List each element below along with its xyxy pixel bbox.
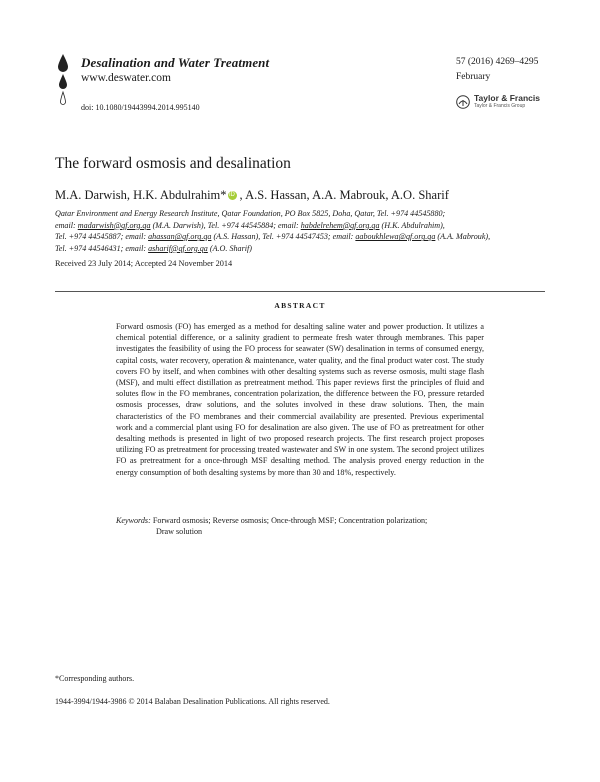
affiliation-block [55, 208, 545, 254]
publisher-group: Taylor & Francis Group [474, 103, 526, 109]
author-list [55, 188, 449, 203]
received-dates: Received 23 July 2014; Accepted 24 November 2014 [55, 259, 233, 268]
affiliation-institute: Qatar Environment and Energy Research Institute, Qatar Foundation, PO Box 5825, Doha, Qatar, Tel. +974 44545880; [55, 209, 446, 218]
email-link-darwish[interactable]: madarwish@qf.org.qa [77, 220, 151, 230]
volume-pages: 57 (2016) 4269–4295 [456, 57, 539, 67]
issue-month: February [456, 72, 491, 82]
orcid-icon[interactable]: iD [229, 192, 235, 198]
email-owner-darwish: (M.A. Darwish), Tel. +974 44545884; [152, 220, 276, 230]
email-label: email: [332, 232, 354, 242]
journal-logo-icon [55, 52, 71, 112]
doi-link[interactable]: doi: 10.1080/19443994.2014.995140 [81, 103, 200, 112]
email-owner-mabrouk: (A.A. Mabrouk), [437, 232, 491, 242]
tel-hassan: Tel. +974 44545887; [55, 232, 124, 242]
journal-title: Desalination and Water Treatment [81, 55, 270, 70]
section-divider [55, 291, 545, 292]
email-owner-abdulrahim: (H.K. Abdulrahim), [381, 220, 445, 230]
authors-part-2: , A.S. Hassan, A.A. Mabrouk, A.O. Sharif [239, 188, 449, 202]
publisher-logo-icon [456, 95, 470, 109]
email-link-sharif[interactable]: asharif@qf.org.qa [148, 243, 208, 253]
email-label: email: [55, 220, 76, 230]
email-link-hassan[interactable]: ahassan@qf.org.qa [148, 232, 212, 242]
tel-sharif: Tel. +974 44546431; [55, 243, 124, 253]
keywords [116, 515, 496, 537]
email-label: email: [278, 220, 299, 230]
abstract-heading: ABSTRACT [274, 301, 326, 310]
email-link-mabrouk[interactable]: aaboukhlewa@qf.org.qa [355, 232, 436, 242]
email-label: email: [125, 243, 147, 253]
email-link-abdulrahim[interactable]: habdelrehem@qf.org.qa [300, 220, 380, 230]
corresponding-footnote: *Corresponding authors. [55, 674, 135, 683]
email-owner-sharif: (A.O. Sharif) [209, 243, 252, 253]
paper-title: The forward osmosis and desalination [55, 155, 291, 172]
keywords-label: Keywords: [116, 516, 151, 525]
publisher-logo [456, 94, 540, 110]
journal-url-link[interactable]: www.deswater.com [81, 72, 171, 84]
keywords-line-1: Forward osmosis; Reverse osmosis; Once-through MSF; Concentration polarization; [152, 516, 428, 525]
publisher-name: Taylor & Francis [474, 93, 540, 103]
keywords-line-2: Draw solution [156, 527, 203, 537]
abstract-body: Forward osmosis (FO) has emerged as a method for desalting saline water and power production. It utilizes a chemical potential difference, or a salinity gradient to permeate fresh water through membranes. This paper investigates the feasibility of using the FO process for seawater (SW) desalination in terms of consumed energy, capital costs, water recovery, operation & maintenance, water quality, and the final product water cost. The study covers FO by itself, and when combines with other desalting systems such as reverse osmosis, multi stage flash (MSF), and multi effect distillation as pretreatment method. This paper reviews first the principles of fluid and solutes flow in the FO membranes, concentration polarization, the difference between the FO, pressure retarded osmosis processes, draw solutions, and the solutes involved in these draw solutions. Then, the main characteristics of the FO membranes and their commercial availability are presented. Previous experimental work and a commercial plant using FO for desalination are also given. The use of FO as pretreatment for other desalting methods is presented in light of two proposed research projects. The first research project proposes utilizing FO as pretreatment for processing treated wastewater and SW in one system. The second project utilizes FO as pretreatment for a once-through MSF desalting method. The analysis proved energy reduction in the energy consumption of both desalting systems by more than 30 and 18%, respectively. [116, 322, 484, 477]
copyright-line: 1944-3994/1944-3986 © 2014 Balaban Desalination Publications. All rights reserved. [55, 697, 330, 706]
email-owner-hassan: (A.S. Hassan), Tel. +974 44547453; [213, 232, 331, 242]
authors-part-1: M.A. Darwish, H.K. Abdulrahim* [55, 188, 227, 202]
email-label: email: [125, 232, 147, 242]
